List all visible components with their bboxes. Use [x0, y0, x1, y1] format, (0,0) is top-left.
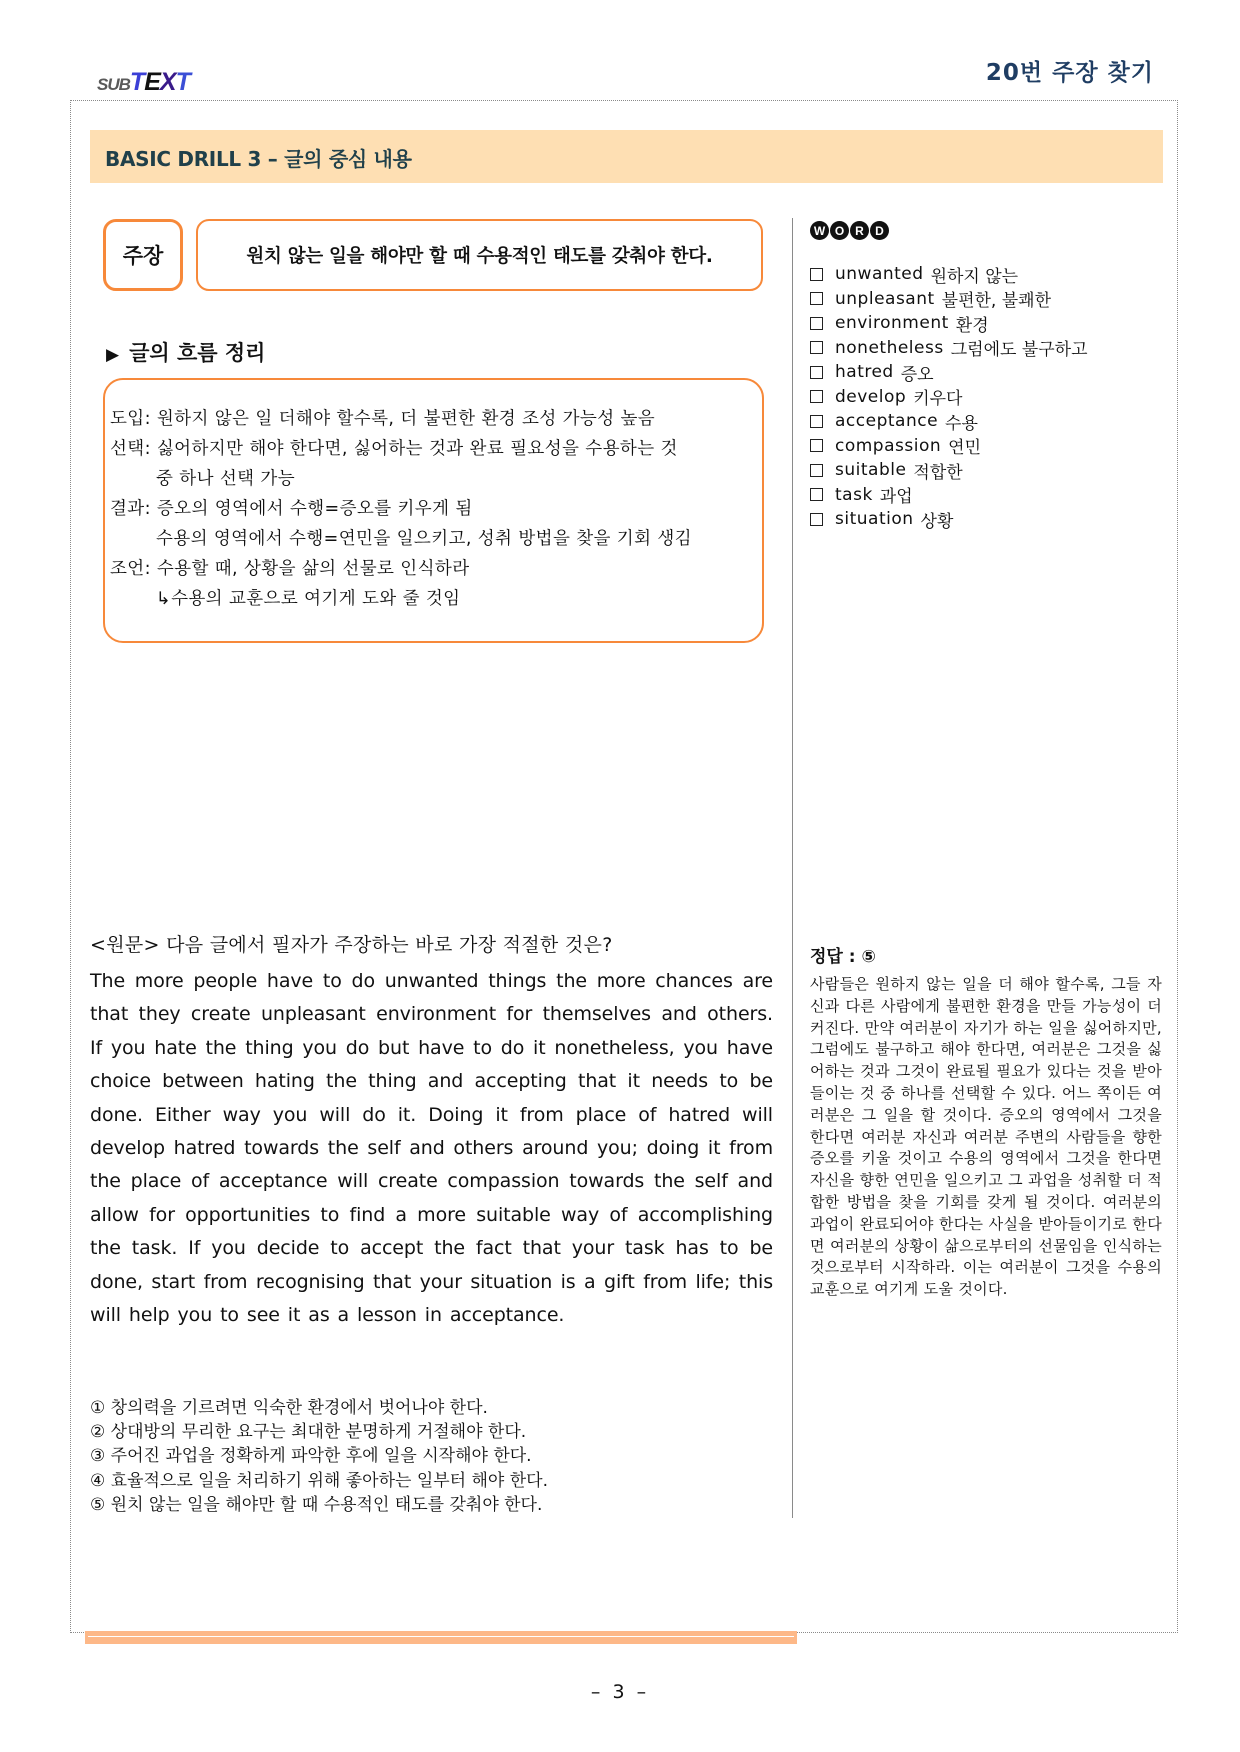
- word-item: [810, 458, 1088, 483]
- circled-d-icon: D: [870, 221, 889, 240]
- checkbox-icon[interactable]: [810, 513, 823, 526]
- word-en: unpleasant: [835, 288, 935, 309]
- word-item: [810, 360, 1088, 385]
- word-item: [810, 507, 1088, 532]
- word-section-title: [810, 221, 889, 240]
- checkbox-icon[interactable]: [810, 268, 823, 281]
- option-4: ④ 효율적으로 일을 처리하기 위해 좋아하는 일부터 해야 한다.: [90, 1470, 549, 1491]
- checkbox-icon[interactable]: [810, 292, 823, 305]
- checkbox-icon[interactable]: [810, 366, 823, 379]
- word-list: [810, 262, 1088, 532]
- option-3: ③ 주어진 과업을 정확하게 파악한 후에 일을 시작해야 한다.: [90, 1446, 532, 1467]
- word-en: unwanted: [835, 264, 924, 285]
- checkbox-icon[interactable]: [810, 341, 823, 354]
- page-number: – 3 –: [590, 1681, 650, 1703]
- word-ko: 과업: [879, 487, 913, 508]
- flow-line-result-cont: 수용의 영역에서 수행=연민을 일으키고, 성취 방법을 찾을 기회 생김: [156, 529, 692, 549]
- word-ko: 수용: [945, 413, 978, 434]
- word-en: hatred: [835, 362, 894, 383]
- checkbox-icon[interactable]: [810, 415, 823, 428]
- subtext-logo: [97, 70, 190, 95]
- passage-text: The more people have to do unwanted things the more chances are that they create unpleasant environment for themselves and others. If you hate the thing you do but have to do it nonetheless, you have choice between hating the thing and accepting that it needs to be done. Either way you will do it. Doing it from place of hatred will develop hatred towards the self and others around you; doing it from the place of acceptance will create compassion towards the self and allow for opportunities to find a more suitable way of accomplishing the task. If you decide to accept the fact that your task has to be done, start from recognising that your situation is a gift from life; this will help you to see it as a lesson in acceptance.: [90, 970, 773, 1327]
- checkbox-icon[interactable]: [810, 488, 823, 501]
- word-item: [810, 385, 1088, 410]
- word-ko: 원하지 않는: [930, 266, 1019, 287]
- footer-bar-line: [88, 1636, 794, 1637]
- word-en: environment: [835, 313, 949, 334]
- word-ko: 증오: [900, 364, 934, 385]
- flow-line-choice-cont: 중 하나 선택 가능: [156, 469, 296, 489]
- answer-label: 정답 : ⑤: [810, 947, 876, 967]
- circled-o-icon: O: [830, 221, 849, 240]
- word-en: nonetheless: [835, 337, 944, 358]
- word-en: acceptance: [835, 411, 939, 432]
- flow-line-advice-cont: ↳수용의 교훈으로 여기게 도와 줄 것임: [156, 589, 461, 609]
- option-2: ② 상대방의 무리한 요구는 최대한 분명하게 거절해야 한다.: [90, 1422, 527, 1443]
- flow-title-text: 글의 흐름 정리: [129, 341, 266, 365]
- word-item: [810, 434, 1088, 459]
- footer-bar: [85, 1631, 797, 1644]
- checkbox-icon[interactable]: [810, 439, 823, 452]
- word-ko: 연민: [948, 438, 981, 459]
- logo-t: T: [129, 68, 145, 96]
- circled-w-icon: W: [810, 221, 829, 240]
- checkbox-icon[interactable]: [810, 390, 823, 403]
- logo-sub: SUB: [97, 75, 130, 94]
- triangle-right-icon: ▶: [106, 345, 120, 365]
- word-ko: 상황: [920, 511, 954, 532]
- word-ko: 불편한, 불쾌한: [941, 291, 1051, 312]
- word-ko: 키우다: [913, 389, 963, 410]
- word-en: compassion: [835, 435, 942, 456]
- logo-x: X: [159, 68, 176, 96]
- checkbox-icon[interactable]: [810, 317, 823, 330]
- word-item: [810, 311, 1088, 336]
- word-en: situation: [835, 509, 914, 530]
- logo-e: E: [144, 68, 160, 96]
- flow-section-title: [106, 337, 265, 367]
- answer-options: [90, 1396, 548, 1517]
- option-5: ⑤ 원치 않는 일을 해야만 할 때 수용적인 태도를 갖춰야 한다.: [90, 1494, 543, 1515]
- word-item: [810, 262, 1088, 287]
- word-en: suitable: [835, 460, 907, 481]
- checkbox-icon[interactable]: [810, 464, 823, 477]
- page-title: 20번 주장 찾기: [985, 60, 1154, 86]
- question-prompt: <원문> 다음 글에서 필자가 주장하는 바로 가장 적절한 것은?: [90, 934, 613, 956]
- word-ko: 환경: [955, 315, 989, 336]
- answer-translation: 사람들은 원하지 않는 일을 더 해야 할수록, 그들 자신과 다른 사람에게 불편한 환경을 만들 가능성이 더 커진다. 만약 여러분이 자기가 하는 일을 싫어하지만, 그럼에도 불구하고 해야 한다면, 여러분은 그것을 싫어하는 것과 그것이 완료될 필요가 있다는 것을 받아들이는 것 중 하나를 선택할 수 있다. 어느 쪽이든 여러분은 그 일을 할 것이다. 증오의 영역에서 그것을 한다면 여러분 자신과 여러분 주변의 사람들을 향한 증오를 키울 것이고 수용의 영역에서 그것을 한다면 자신을 향한 연민을 일으키고 그 과업을 성취할 더 적합한 방법을 찾을 기회를 갖게 될 것이다. 여러분의 과업이 완료되어야 한다는 사실을 받아들이기로 한다면 여러분의 상황이 삶으로부터의 선물임을 인식하는 것으로부터 시작하라. 이는 여러분이 그것을 수용의 교훈으로 여기게 도울 것이다.: [810, 975, 1162, 1299]
- word-item: [810, 336, 1088, 361]
- claim-text: 원치 않는 일을 해야만 할 때 수용적인 태도를 갖춰야 한다.: [196, 219, 763, 291]
- word-item: [810, 483, 1088, 508]
- option-1: ① 창의력을 기르려면 익숙한 환경에서 벗어나야 한다.: [90, 1398, 488, 1418]
- flow-line-result: 결과: 증오의 영역에서 수행=증오를 키우게 됨: [110, 499, 473, 519]
- word-en: task: [835, 484, 873, 505]
- flow-line-advice: 조언: 수용할 때, 상황을 삶의 선물로 인식하라: [110, 559, 470, 579]
- drill-title: BASIC DRILL 3 – 글의 중심 내용: [105, 147, 412, 171]
- word-ko: 그럼에도 불구하고: [950, 340, 1088, 361]
- flow-line-intro: 도입: 원하지 않은 일 더해야 할수록, 더 불편한 환경 조성 가능성 높음: [110, 409, 656, 429]
- logo-t2: T: [175, 68, 190, 96]
- column-divider: [792, 218, 793, 1518]
- claim-tag: 주장: [103, 219, 183, 291]
- word-item: [810, 287, 1088, 312]
- drill-header: [90, 130, 1163, 183]
- word-ko: 적합한: [913, 462, 963, 483]
- word-en: develop: [835, 386, 907, 407]
- flow-line-choice: 선택: 싫어하지만 해야 한다면, 싫어하는 것과 완료 필요성을 수용하는 것: [110, 439, 678, 459]
- circled-r-icon: R: [850, 221, 869, 240]
- word-item: [810, 409, 1088, 434]
